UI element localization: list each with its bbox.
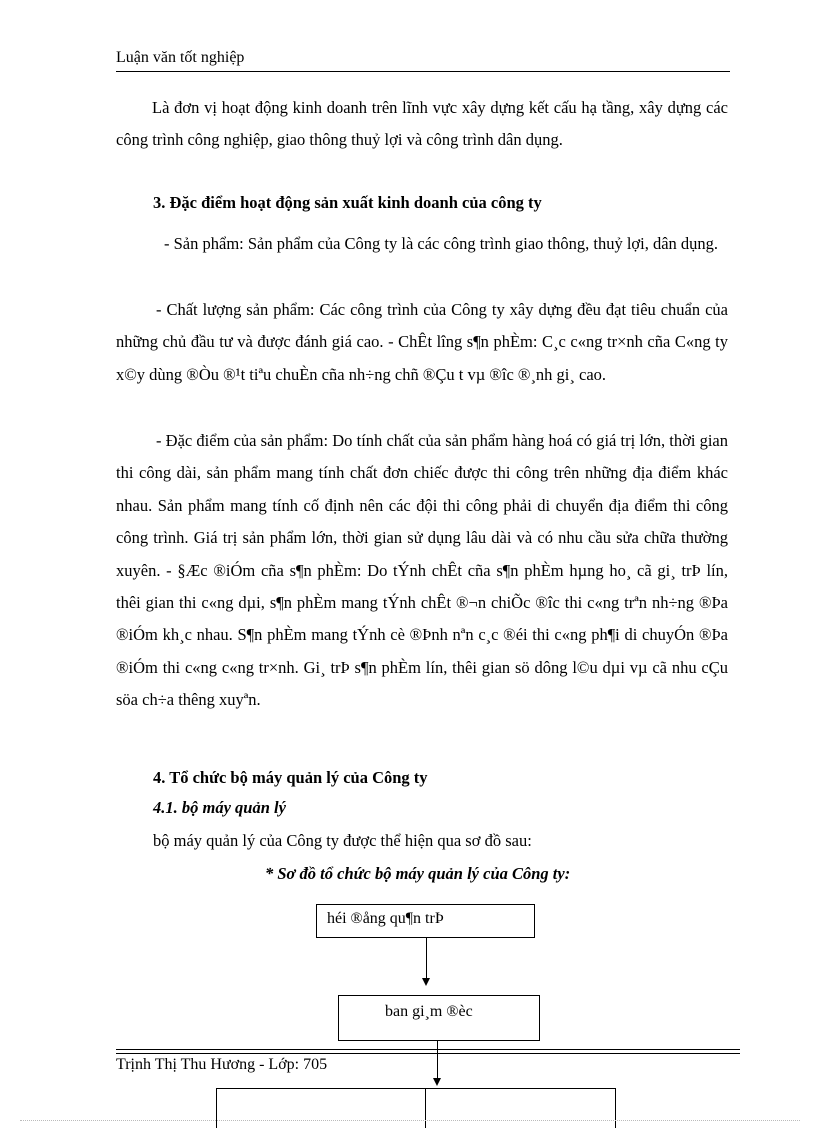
diagram-title: * Sơ đồ tổ chức bộ máy quản lý của Công ty: — [265, 864, 571, 883]
heading-section-3: 3. Đặc điểm hoạt động sản xuất kinh doanh của công ty — [153, 193, 542, 212]
paragraph-product: - Sản phẩm: Sản phẩm của Công ty là các công trình giao thông, thuỷ lợi, dân dụng. — [164, 234, 719, 253]
org-box-divider — [425, 1088, 426, 1128]
paragraph-intro: Là đơn vị hoạt động kinh doanh trên lĩnh vực xây dựng kết cấu hạ tầng, xây dựng các công trình công nghiệp, giao thông thuỷ lợi và công trình dân dụng. — [116, 98, 728, 150]
heading-section-4-1: 4.1. bộ máy quản lý — [153, 798, 286, 817]
page-header-title: Luận văn tốt nghiệp — [116, 49, 245, 66]
page-edge-dotted — [20, 1120, 800, 1121]
arrow-down-icon — [422, 978, 430, 986]
footer-rule-double — [116, 1053, 740, 1054]
org-box-board-of-directors: héi ®ång qu¶n trÞ — [316, 904, 535, 938]
paragraph-quality: - Chất lượng sản phẩm: Các công trình của Công ty xây dựng đều đạt tiêu chuẩn của những chủ đầu tư và được đánh giá cao. - ChÊt lîng s¶n phÈm: C¸c c«ng tr×nh cña C«ng ty x©y dùng ®Òu ®¹t tiªu chuÈn cña nh÷ng chñ ®Çu t vµ ®îc ®¸nh gi¸ cao. — [116, 300, 728, 384]
footer-rule — [116, 1049, 740, 1050]
header-rule — [116, 71, 730, 72]
connector-line-1 — [426, 938, 427, 980]
org-box-left-edge — [216, 1088, 217, 1128]
paragraph-diagram-intro: bộ máy quản lý của Công ty được thể hiện qua sơ đồ sau: — [153, 831, 532, 850]
org-box-management: ban gi¸m ®èc — [338, 995, 540, 1041]
footer-author: Trịnh Thị Thu Hương - Lớp: 705 — [116, 1056, 328, 1073]
org-box-top-edge — [216, 1088, 616, 1089]
org-box-right-edge — [615, 1088, 616, 1128]
paragraph-characteristics: - Đặc điểm của sản phẩm: Do tính chất của sản phẩm hàng hoá có giá trị lớn, thời gian thi công dài, sản phẩm mang tính chất đơn chiếc được thi công trên những địa điểm khác nhau. Sản phẩm mang tính cố định nên các đội thi công phải di chuyển địa điểm thi công công trình. Giá trị sản phẩm lớn, thời gian sử dụng lâu dài và có nhu cầu sửa chữa thường xuyên. - §Æc ®iÓm cña s¶n phÈm: Do tÝnh chÊt cña s¶n phÈm hµng ho¸ cã gi¸ trÞ lín, thêi gian thi c«ng dµi, s¶n phÈm mang tÝnh chÊt ®¬n chiÕc ®îc thi c«ng trªn nh÷ng ®Þa ®iÓm kh¸c nhau. S¶n phÈm mang tÝnh cè ®Þnh nªn c¸c ®éi thi c«ng ph¶i di chuyÓn ®Þa ®iÓm thi c«ng c«ng tr×nh. Gi¸ trÞ s¶n phÈm lín, thêi gian sö dông l©u dµi vµ cã nhu cÇu söa ch÷a thêng xuyªn. — [116, 431, 728, 710]
heading-section-4: 4. Tổ chức bộ máy quản lý của Công ty — [153, 768, 428, 787]
arrow-down-icon — [433, 1078, 441, 1086]
connector-line-2 — [437, 1041, 438, 1080]
